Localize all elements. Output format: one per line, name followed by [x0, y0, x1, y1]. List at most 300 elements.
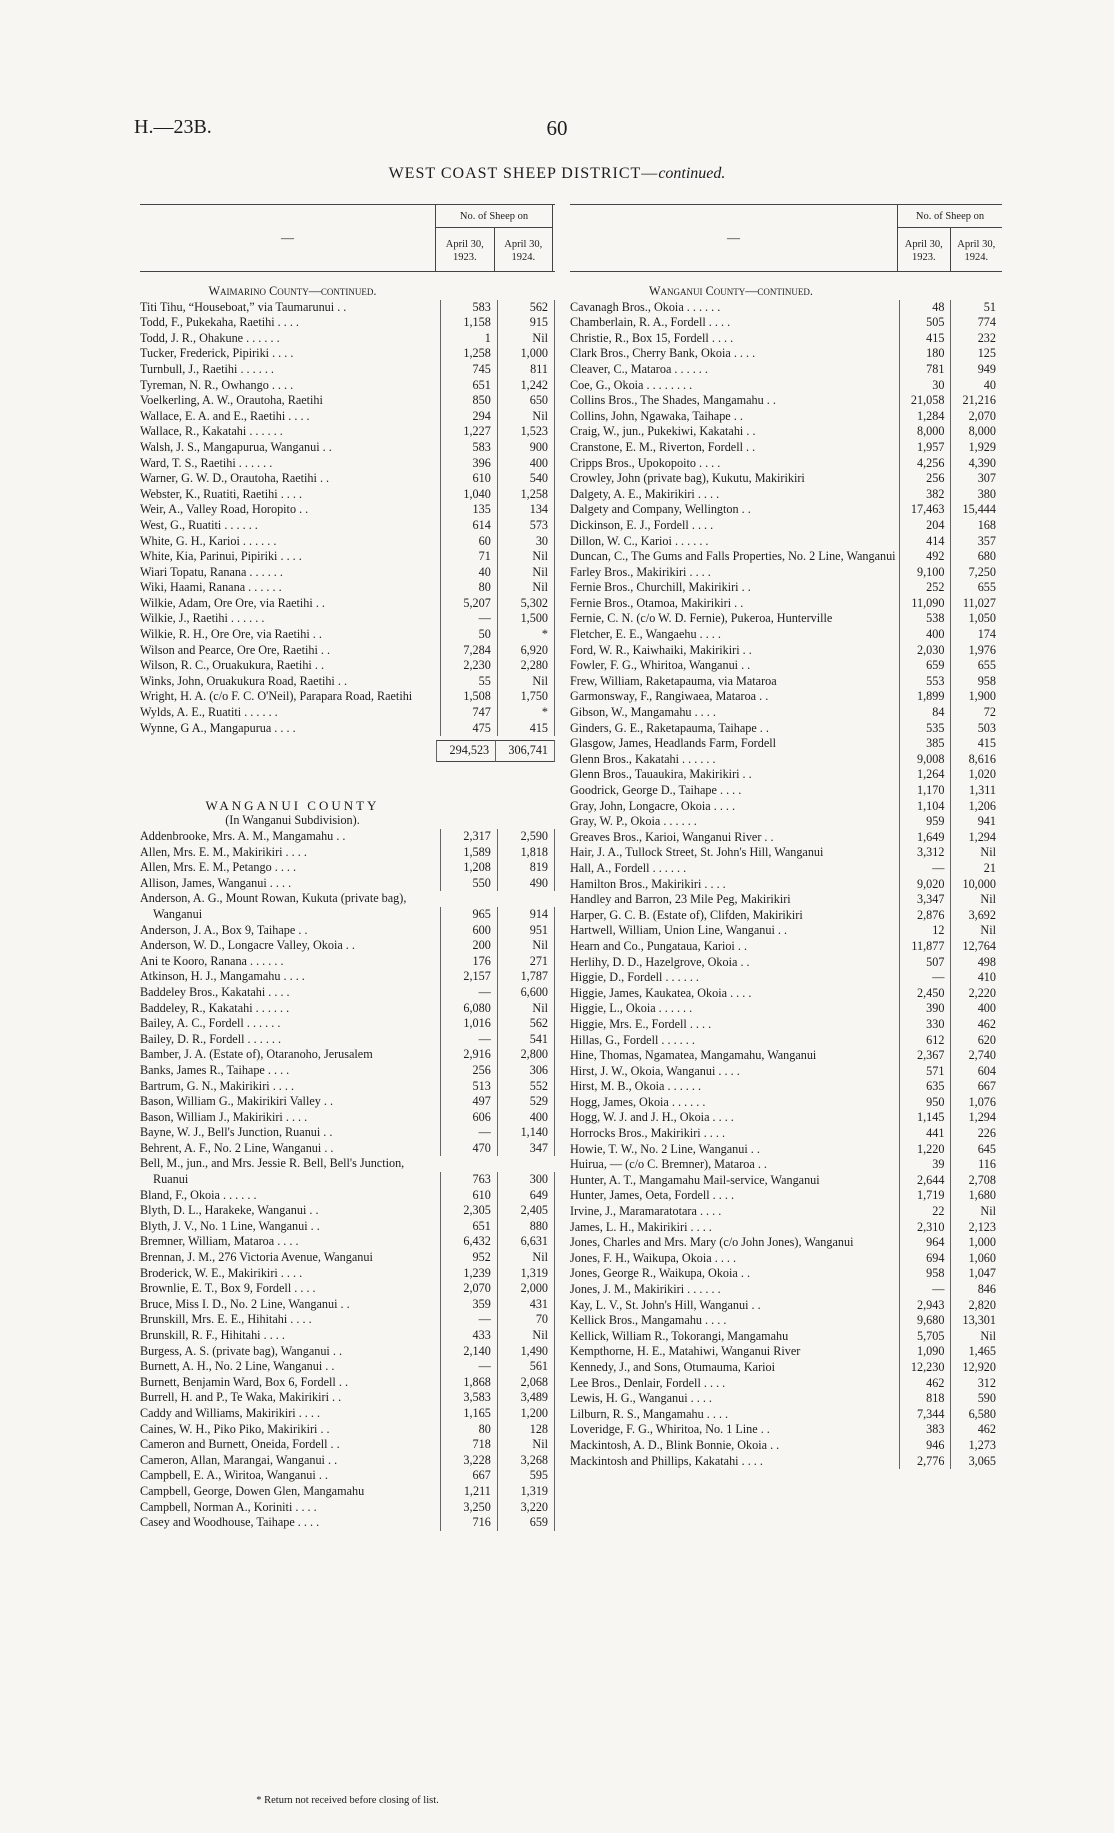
sheep-1923: 176: [440, 954, 497, 970]
owner-name: Atkinson, H. J., Mangamahu . . . .: [140, 969, 305, 984]
table-row: [570, 424, 1002, 440]
table-row: [570, 1033, 1002, 1049]
sheep-1924: 604: [950, 1064, 1002, 1080]
owner-name: Hall, A., Fordell . . . . . .: [570, 860, 687, 875]
owner-name: Todd, F., Pukekaha, Raetihi . . . .: [140, 315, 299, 330]
table-row: [570, 1220, 1002, 1236]
sheep-1923: 21,058: [899, 393, 951, 409]
sheep-1924: 462: [950, 1017, 1002, 1033]
sheep-1924: 490: [497, 876, 555, 892]
owner-name: West, G., Ruatiti . . . . . .: [140, 517, 258, 532]
table-row: [140, 502, 555, 518]
table-row: [140, 1203, 555, 1219]
sheep-1923: 2,230: [440, 658, 497, 674]
sheep-1923: 1,258: [440, 346, 497, 362]
owner-name: Winks, John, Oruakukura Road, Raetihi . .: [140, 673, 348, 688]
sheep-1923: 600: [440, 923, 497, 939]
owner-name: Mackintosh and Phillips, Kakatahi . . . .: [570, 1453, 763, 1468]
table-row: [140, 923, 555, 939]
sheep-1923: 1,220: [899, 1142, 951, 1158]
sheep-1923: 50: [440, 627, 497, 643]
owner-name: Dickinson, E. J., Fordell . . . .: [570, 517, 714, 532]
table-row: [140, 876, 555, 892]
sheep-1923: 2,776: [899, 1454, 951, 1470]
table-row: [570, 1266, 1002, 1282]
owner-name: Wilson, R. C., Oruakukura, Raetihi . .: [140, 658, 324, 673]
owner-name: Brunskill, R. F., Hihitahi . . . .: [140, 1328, 285, 1342]
owner-name: Kay, L. V., St. John's Hill, Wanganui . .: [570, 1297, 761, 1312]
sheep-1924: 8,616: [950, 752, 1002, 768]
table-row: [570, 939, 1002, 955]
section-heading: Wanganui County—continued.: [649, 284, 813, 298]
sheep-1924: Nil: [497, 674, 555, 690]
sheep-1924: 347: [497, 1141, 555, 1157]
sheep-1923: 11,877: [899, 939, 951, 955]
sheep-1923: 2,070: [440, 1281, 497, 1297]
owner-name: Kellick Bros., Mangamahu . . . .: [570, 1313, 727, 1328]
sheep-1924: 649: [497, 1188, 555, 1204]
table-row: [570, 1157, 1002, 1173]
sheep-1924: 168: [950, 518, 1002, 534]
owner-name: Burnett, A. H., No. 2 Line, Wanganui . .: [140, 1359, 335, 1374]
table-row: [140, 1344, 555, 1360]
sheep-1924: 1,000: [497, 346, 555, 362]
sheep-1924: 941: [950, 814, 1002, 830]
owner-name: Glenn Bros., Kakatahi . . . . . .: [570, 751, 716, 766]
table-row: [140, 985, 555, 1001]
sheep-1924: 306: [497, 1063, 555, 1079]
owner-name: Wynne, G A., Mangapurua . . . .: [140, 720, 296, 735]
sheep-1924: 15,444: [950, 502, 1002, 518]
table-row: [140, 1125, 555, 1141]
sheep-1924: 2,405: [497, 1203, 555, 1219]
sheep-1924: 462: [950, 1422, 1002, 1438]
sheep-1923: 1,104: [899, 799, 951, 815]
table-row: [570, 705, 1002, 721]
sheep-1924: 3,268: [497, 1453, 555, 1469]
sheep-1923: 2,310: [899, 1220, 951, 1236]
owner-name: Cripps Bros., Upokopoito . . . .: [570, 455, 721, 470]
owner-name: Anderson, A. G., Mount Rowan, Kukuta (private bag), Wanganui: [140, 891, 407, 921]
owner-name: Jones, F. H., Waikupa, Okoia . . . .: [570, 1250, 737, 1265]
sheep-1924: 410: [950, 970, 1002, 986]
sheep-1924: 2,280: [497, 658, 555, 674]
owner-name: Glasgow, James, Headlands Farm, Fordell: [570, 736, 777, 751]
table-row: [570, 471, 1002, 487]
table-row: [140, 829, 555, 845]
owner-name: Weir, A., Valley Road, Horopito . .: [140, 502, 309, 517]
table-row: [140, 393, 555, 409]
sheep-1924: 620: [950, 1033, 1002, 1049]
sheep-1923: 1,957: [899, 440, 951, 456]
table-row: [570, 1204, 1002, 1220]
sheep-1923: 781: [899, 362, 951, 378]
sheep-1924: 1,787: [497, 969, 555, 985]
owner-name: Hamilton Bros., Makirikiri . . . .: [570, 876, 726, 891]
sheep-1924: 655: [950, 658, 1002, 674]
sheep-1923: 651: [440, 378, 497, 394]
owner-name: Glenn Bros., Tauaukira, Makirikiri . .: [570, 767, 752, 782]
owner-name: Handley and Barron, 23 Mile Peg, Makirikiri: [570, 892, 791, 907]
sheep-1924: 2,123: [950, 1220, 1002, 1236]
table-row: [140, 1032, 555, 1048]
header-col-1923: April 30, 1923.: [445, 239, 484, 263]
table-row: [570, 736, 1002, 752]
table-row: [570, 877, 1002, 893]
table-row: [140, 596, 555, 612]
table-row: [140, 1079, 555, 1095]
sheep-1923: 492: [899, 549, 951, 565]
table-row: [570, 861, 1002, 877]
owner-name: Gibson, W., Mangamahu . . . .: [570, 705, 716, 720]
owner-name: Ani te Kooro, Ranana . . . . . .: [140, 953, 284, 968]
owner-name: Casey and Woodhouse, Taihape . . . .: [140, 1515, 320, 1530]
sheep-1924: 1,047: [950, 1266, 1002, 1282]
table-row: [140, 1390, 555, 1406]
owner-name: Anderson, J. A., Box 9, Taihape . .: [140, 922, 308, 937]
owner-name: Loveridge, F. G., Whiritoa, No. 1 Line . .: [570, 1422, 770, 1437]
sheep-1924: 2,220: [950, 986, 1002, 1002]
sheep-1923: 385: [899, 736, 951, 752]
sheep-1923: 6,080: [440, 1001, 497, 1017]
sheep-1924: Nil: [497, 938, 555, 954]
right-rows: [570, 300, 1002, 1470]
sheep-1924: 1,465: [950, 1344, 1002, 1360]
owner-name: Jones, Charles and Mrs. Mary (c/o John Jones), Wanganui: [570, 1235, 854, 1250]
sheep-1924: 573: [497, 518, 555, 534]
table-row: [140, 1422, 555, 1438]
owner-name: Caddy and Williams, Makirikiri . . . .: [140, 1405, 321, 1420]
table-row: [570, 1391, 1002, 1407]
owner-name: Bruce, Miss I. D., No. 2 Line, Wanganui . .: [140, 1296, 350, 1311]
sheep-1923: 11,090: [899, 596, 951, 612]
table-row: [140, 1406, 555, 1422]
owner-name: Kellick, William R., Tokorangi, Mangamahu: [570, 1328, 789, 1343]
sheep-1923: 2,916: [440, 1047, 497, 1063]
table-row: [140, 549, 555, 565]
sheep-1924: 300: [497, 1172, 555, 1188]
sheep-1924: 951: [497, 923, 555, 939]
table-row: [570, 611, 1002, 627]
sheep-1924: Nil: [950, 1204, 1002, 1220]
sheep-1923: 1,719: [899, 1188, 951, 1204]
owner-name: Higgie, L., Okoia . . . . . .: [570, 1001, 693, 1016]
table-row: [570, 440, 1002, 456]
table-row: [570, 643, 1002, 659]
sheep-1923: 745: [440, 362, 497, 378]
right-column: [570, 204, 1002, 1469]
sheep-1923: —: [440, 985, 497, 1001]
sheep-1924: 900: [497, 440, 555, 456]
owner-name: Turnbull, J., Raetihi . . . . . .: [140, 361, 274, 376]
sheep-1924: 498: [950, 955, 1002, 971]
sheep-1924: 415: [497, 721, 555, 737]
table-row: [570, 378, 1002, 394]
sheep-1923: 60: [440, 534, 497, 550]
owner-name: Hirst, J. W., Okoia, Wanganui . . . .: [570, 1063, 740, 1078]
table-row: [140, 346, 555, 362]
sheep-1924: 915: [497, 315, 555, 331]
sheep-1924: 2,740: [950, 1048, 1002, 1064]
table-row: [570, 1079, 1002, 1095]
table-row: [140, 860, 555, 876]
table-row: [140, 1312, 555, 1328]
sheep-1923: 1,899: [899, 689, 951, 705]
table-row: [140, 643, 555, 659]
left-table-header: [140, 204, 555, 272]
table-row: [570, 1188, 1002, 1204]
owner-name: Brennan, J. M., 276 Victoria Avenue, Wanganui: [140, 1250, 373, 1265]
owner-name: Voelkerling, A. W., Orautoha, Raetihi: [140, 393, 323, 408]
sheep-1924: 21: [950, 861, 1002, 877]
sheep-1924: 3,489: [497, 1390, 555, 1406]
table-row: [570, 1407, 1002, 1423]
sheep-1923: 1,508: [440, 689, 497, 705]
table-row: [140, 456, 555, 472]
sheep-1924: 40: [950, 378, 1002, 394]
sheep-1923: 1,239: [440, 1266, 497, 1282]
sheep-1924: 12,764: [950, 939, 1002, 955]
sheep-1924: 3,692: [950, 908, 1002, 924]
table-row: [140, 1141, 555, 1157]
table-row: [570, 721, 1002, 737]
table-row: [140, 627, 555, 643]
table-row: [570, 908, 1002, 924]
sheep-1923: 5,705: [899, 1329, 951, 1345]
sheep-1924: 1,490: [497, 1344, 555, 1360]
table-row: [140, 705, 555, 721]
table-row: [140, 1359, 555, 1375]
sheep-1924: Nil: [497, 580, 555, 596]
title-main: WEST COAST SHEEP DISTRICT—: [388, 165, 659, 182]
sheep-1924: 30: [497, 534, 555, 550]
table-row: [570, 487, 1002, 503]
sheep-1924: Nil: [497, 1437, 555, 1453]
sheep-1923: 950: [899, 1095, 951, 1111]
sheep-1923: 583: [440, 440, 497, 456]
sheep-1924: 415: [950, 736, 1002, 752]
owner-name: Cameron, Allan, Marangai, Wanganui . .: [140, 1452, 338, 1467]
table-row: [570, 1017, 1002, 1033]
owner-name: Bland, F., Okoia . . . . . .: [140, 1187, 257, 1202]
table-row: [570, 1344, 1002, 1360]
table-row: [570, 1329, 1002, 1345]
sheep-1924: 174: [950, 627, 1002, 643]
owner-name: Bason, William J., Makirikiri . . . .: [140, 1109, 308, 1124]
sheep-1923: 571: [899, 1064, 951, 1080]
table-row: [570, 1422, 1002, 1438]
owner-name: Wallace, R., Kakatahi . . . . . .: [140, 424, 283, 439]
sheep-1924: *: [497, 627, 555, 643]
sheep-1923: 964: [899, 1235, 951, 1251]
table-row: [140, 315, 555, 331]
owner-name: Webster, K., Ruatiti, Raetihi . . . .: [140, 486, 303, 501]
sheep-1923: 1,589: [440, 845, 497, 861]
owner-name: Jones, George R., Waikupa, Okoia . .: [570, 1266, 750, 1281]
left-rows-2: [140, 829, 555, 1531]
sheep-1924: 659: [497, 1515, 555, 1531]
sheep-1923: 694: [899, 1251, 951, 1267]
table-row: [140, 674, 555, 690]
sheep-1923: 1,868: [440, 1375, 497, 1391]
sheep-1924: 1,242: [497, 378, 555, 394]
sheep-1923: 48: [899, 300, 951, 316]
owner-name: Hunter, A. T., Mangamahu Mail-service, Wanganui: [570, 1172, 820, 1187]
sheep-1923: 40: [440, 565, 497, 581]
sheep-1924: 562: [497, 1016, 555, 1032]
sheep-1924: 1,000: [950, 1235, 1002, 1251]
sheep-1924: Nil: [497, 565, 555, 581]
header-blank: —: [727, 230, 740, 246]
table-row: [570, 580, 1002, 596]
sheep-1924: 595: [497, 1468, 555, 1484]
sheep-1924: *: [497, 705, 555, 721]
sheep-1923: —: [899, 970, 951, 986]
owner-name: Collins Bros., The Shades, Mangamahu . .: [570, 393, 776, 408]
table-row: [140, 378, 555, 394]
owner-name: Gray, John, Longacre, Okoia . . . .: [570, 798, 736, 813]
sheep-1924: 2,708: [950, 1173, 1002, 1189]
table-row: [140, 471, 555, 487]
table-row: [140, 969, 555, 985]
sheep-1923: 462: [899, 1376, 951, 1392]
owner-name: Frew, William, Raketapauma, via Mataroa: [570, 673, 777, 688]
table-row: [140, 534, 555, 550]
owner-name: Bailey, D. R., Fordell . . . . . .: [140, 1031, 282, 1046]
sheep-1924: 6,631: [497, 1234, 555, 1250]
owner-name: Bartrum, G. N., Makirikiri . . . .: [140, 1078, 295, 1093]
owner-name: Gray, W. P., Okoia . . . . . .: [570, 814, 697, 829]
owner-name: Wilson and Pearce, Ore Ore, Raetihi . .: [140, 642, 331, 657]
sheep-1923: 606: [440, 1110, 497, 1126]
table-row: [570, 986, 1002, 1002]
owner-name: Warner, G. W. D., Orautoha, Raetihi . .: [140, 471, 330, 486]
owner-name: James, L. H., Makirikiri . . . .: [570, 1219, 712, 1234]
owner-name: Higgie, D., Fordell . . . . . .: [570, 970, 699, 985]
sheep-1923: 8,000: [899, 424, 951, 440]
owner-name: Allen, Mrs. E. M., Makirikiri . . . .: [140, 844, 307, 859]
owner-name: Wilkie, J., Raetihi . . . . . .: [140, 611, 265, 626]
sheep-1924: 958: [950, 674, 1002, 690]
owner-name: Higgie, Mrs. E., Fordell . . . .: [570, 1016, 712, 1031]
sheep-1924: 312: [950, 1376, 1002, 1392]
sheep-1924: Nil: [950, 1329, 1002, 1345]
table-row: [570, 1298, 1002, 1314]
sheep-1924: Nil: [497, 331, 555, 347]
owner-name: Fowler, F. G., Whiritoa, Wanganui . .: [570, 658, 751, 673]
sheep-1923: 553: [899, 674, 951, 690]
sheep-1924: 21,216: [950, 393, 1002, 409]
sheep-1923: 7,344: [899, 1407, 951, 1423]
sheep-1924: 1,050: [950, 611, 1002, 627]
sheep-1923: 1,208: [440, 860, 497, 876]
sheep-1924: 667: [950, 1079, 1002, 1095]
owner-name: Burgess, A. S. (private bag), Wanganui . .: [140, 1343, 343, 1358]
sheep-1923: 2,450: [899, 986, 951, 1002]
table-row: [570, 799, 1002, 815]
owner-name: Banks, James R., Taihape . . . .: [140, 1062, 290, 1077]
right-table-header: [570, 204, 1002, 272]
table-row: [140, 1156, 555, 1187]
sheep-1923: 2,317: [440, 829, 497, 845]
header-group: [897, 205, 1002, 271]
owner-name: Wilkie, R. H., Ore Ore, via Raetihi . .: [140, 627, 322, 642]
owner-name: Tyreman, N. R., Owhango . . . .: [140, 377, 294, 392]
sheep-1924: 1,294: [950, 830, 1002, 846]
owner-name: Chamberlain, R. A., Fordell . . . .: [570, 315, 731, 330]
table-row: [140, 689, 555, 705]
sheep-1924: Nil: [497, 1328, 555, 1344]
owner-name: Jones, J. M., Makirikiri . . . . . .: [570, 1282, 721, 1296]
sheep-1924: 226: [950, 1126, 1002, 1142]
table-row: [570, 1235, 1002, 1251]
total-1923: 294,523: [436, 740, 495, 762]
sheep-1923: 610: [440, 1188, 497, 1204]
owner-name: Ginders, G. E., Raketapauma, Taihape . .: [570, 720, 769, 735]
sheep-1923: —: [440, 1125, 497, 1141]
owner-name: Brunskill, Mrs. E. E., Hihitahi . . . .: [140, 1312, 312, 1327]
sheep-1924: 541: [497, 1032, 555, 1048]
sheep-1924: 1,319: [497, 1266, 555, 1282]
sheep-1923: 959: [899, 814, 951, 830]
owner-name: Allen, Mrs. E. M., Petango . . . .: [140, 860, 297, 875]
sheep-1924: 8,000: [950, 424, 1002, 440]
sheep-1924: 3,220: [497, 1500, 555, 1516]
sheep-1923: 475: [440, 721, 497, 737]
sheep-1924: 1,020: [950, 767, 1002, 783]
sheep-1924: 1,523: [497, 424, 555, 440]
owner-name: Wilkie, Adam, Ore Ore, via Raetihi . .: [140, 595, 325, 610]
owner-name: Fletcher, E. E., Wangaehu . . . .: [570, 627, 721, 642]
owner-name: Addenbrooke, Mrs. A. M., Mangamahu . .: [140, 829, 346, 843]
owner-name: Cavanagh Bros., Okoia . . . . . .: [570, 299, 721, 314]
sheep-1923: 415: [899, 331, 951, 347]
header-group-title: No. of Sheep on: [898, 205, 1002, 228]
sheep-1924: 400: [950, 1001, 1002, 1017]
owner-name: Christie, R., Box 15, Fordell . . . .: [570, 330, 734, 345]
title-continued: continued.: [658, 165, 726, 182]
owner-name: Duncan, C., The Gums and Falls Properties, No. 2 Line, Wanganui: [570, 549, 896, 564]
owner-name: Wright, H. A. (c/o F. C. O'Neil), Parapara Road, Raetihi: [140, 689, 413, 704]
sheep-1923: 747: [440, 705, 497, 721]
owner-name: Behrent, A. F., No. 2 Line, Wanganui . .: [140, 1140, 334, 1155]
owner-name: Greaves Bros., Karioi, Wanganui River . .: [570, 829, 774, 844]
table-row: [570, 923, 1002, 939]
sheep-1924: 540: [497, 471, 555, 487]
sheep-1923: 17,463: [899, 502, 951, 518]
table-row: [570, 658, 1002, 674]
table-row: [570, 534, 1002, 550]
table-row: [570, 752, 1002, 768]
sheep-1924: 2,000: [497, 1281, 555, 1297]
sheep-1923: 2,140: [440, 1344, 497, 1360]
sheep-1923: 84: [899, 705, 951, 721]
owner-name: Howie, T. W., No. 2 Line, Wanganui . .: [570, 1141, 760, 1156]
sheep-1924: 7,250: [950, 565, 1002, 581]
table-row: [140, 1047, 555, 1063]
owner-name: Crowley, John (private bag), Kukutu, Makirikiri: [570, 471, 805, 486]
table-row: [140, 565, 555, 581]
owner-name: Ford, W. R., Kaiwhaiki, Makirikiri . .: [570, 642, 752, 657]
table-row: [140, 518, 555, 534]
sheep-1924: 811: [497, 362, 555, 378]
sheep-1924: 914: [497, 907, 555, 923]
sheep-1923: 3,583: [440, 1390, 497, 1406]
sheep-1923: —: [440, 611, 497, 627]
table-row: [140, 845, 555, 861]
owner-name: Todd, J. R., Ohakune . . . . . .: [140, 330, 280, 345]
table-row: [570, 1438, 1002, 1454]
